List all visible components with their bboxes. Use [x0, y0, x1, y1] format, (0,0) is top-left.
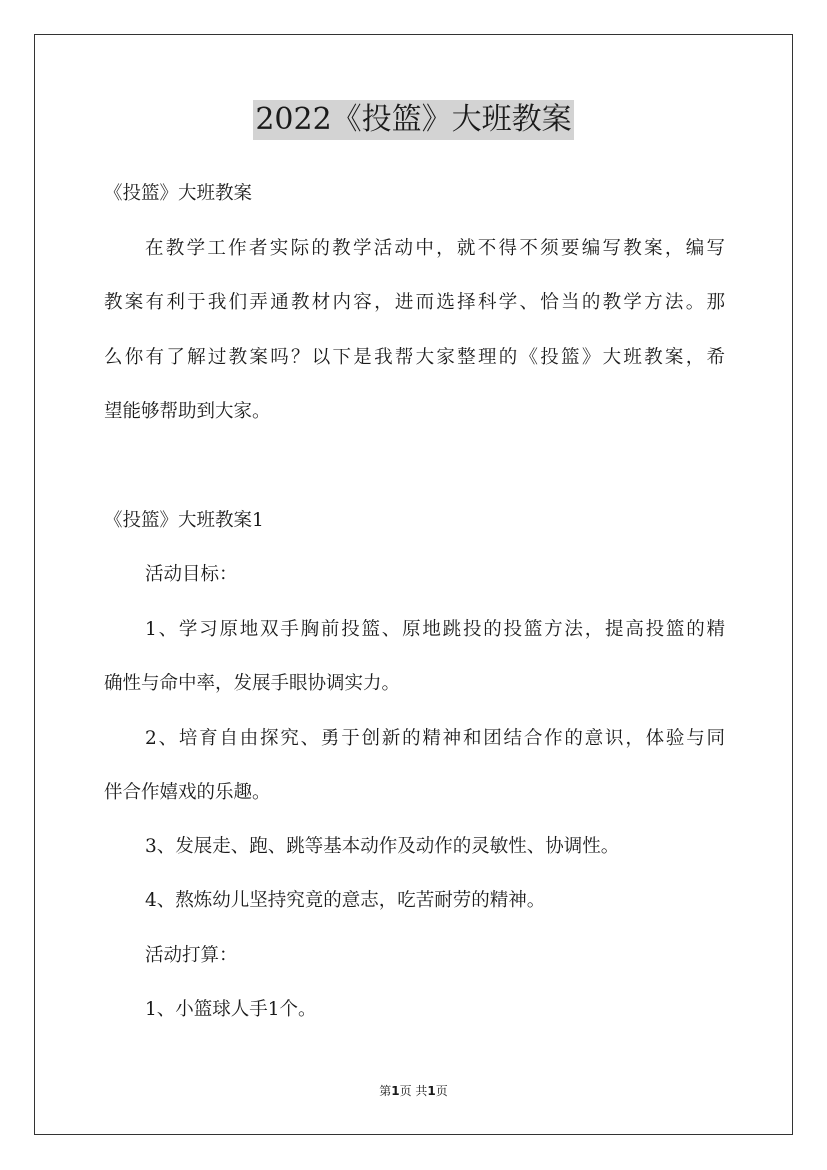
goal-1-line-1: 1、学习原地双手胸前投篮、原地跳投的投篮方法，提高投篮的精 [145, 619, 725, 640]
prep-item-1: 1、小篮球人手1个。 [145, 999, 317, 1020]
subtitle: 《投篮》大班教案 [104, 183, 253, 204]
intro-line-3: 么你有了解过教案吗？以下是我帮大家整理的《投篮》大班教案，希 [104, 347, 725, 368]
goal-2-line-1: 2、培育自由探究、勇于创新的精神和团结合作的意识，体验与同 [145, 728, 725, 749]
intro-line-1: 在教学工作者实际的教学活动中，就不得不须要编写教案，编写 [145, 238, 725, 259]
footer-suffix: 页 [435, 1084, 448, 1098]
document-title: 2022《投篮》大班教案 [253, 100, 573, 140]
intro-line-4: 望能够帮助到大家。 [104, 401, 271, 422]
section-heading: 《投篮》大班教案1 [104, 510, 264, 531]
footer-mid: 页 共 [399, 1084, 428, 1098]
goal-1-line-2: 确性与命中率，发展手眼协调实力。 [104, 673, 401, 694]
prep-heading: 活动打算： [145, 945, 238, 966]
footer-page-total: 1 [427, 1084, 436, 1098]
goal-2-line-2: 伴合作嬉戏的乐趣。 [104, 782, 271, 803]
intro-line-2: 教案有利于我们弄通教材内容，进而选择科学、恰当的教学方法。那 [104, 292, 725, 313]
page-footer [0, 1083, 827, 1099]
goal-3: 3、发展走、跑、跳等基本动作及动作的灵敏性、协调性。 [145, 836, 620, 857]
footer-page-current: 1 [391, 1084, 400, 1098]
goal-heading: 活动目标： [145, 564, 238, 585]
title-container [0, 100, 827, 140]
footer-prefix: 第 [379, 1084, 392, 1098]
goal-4: 4、熬炼幼儿坚持究竟的意志，吃苦耐劳的精神。 [145, 890, 546, 911]
